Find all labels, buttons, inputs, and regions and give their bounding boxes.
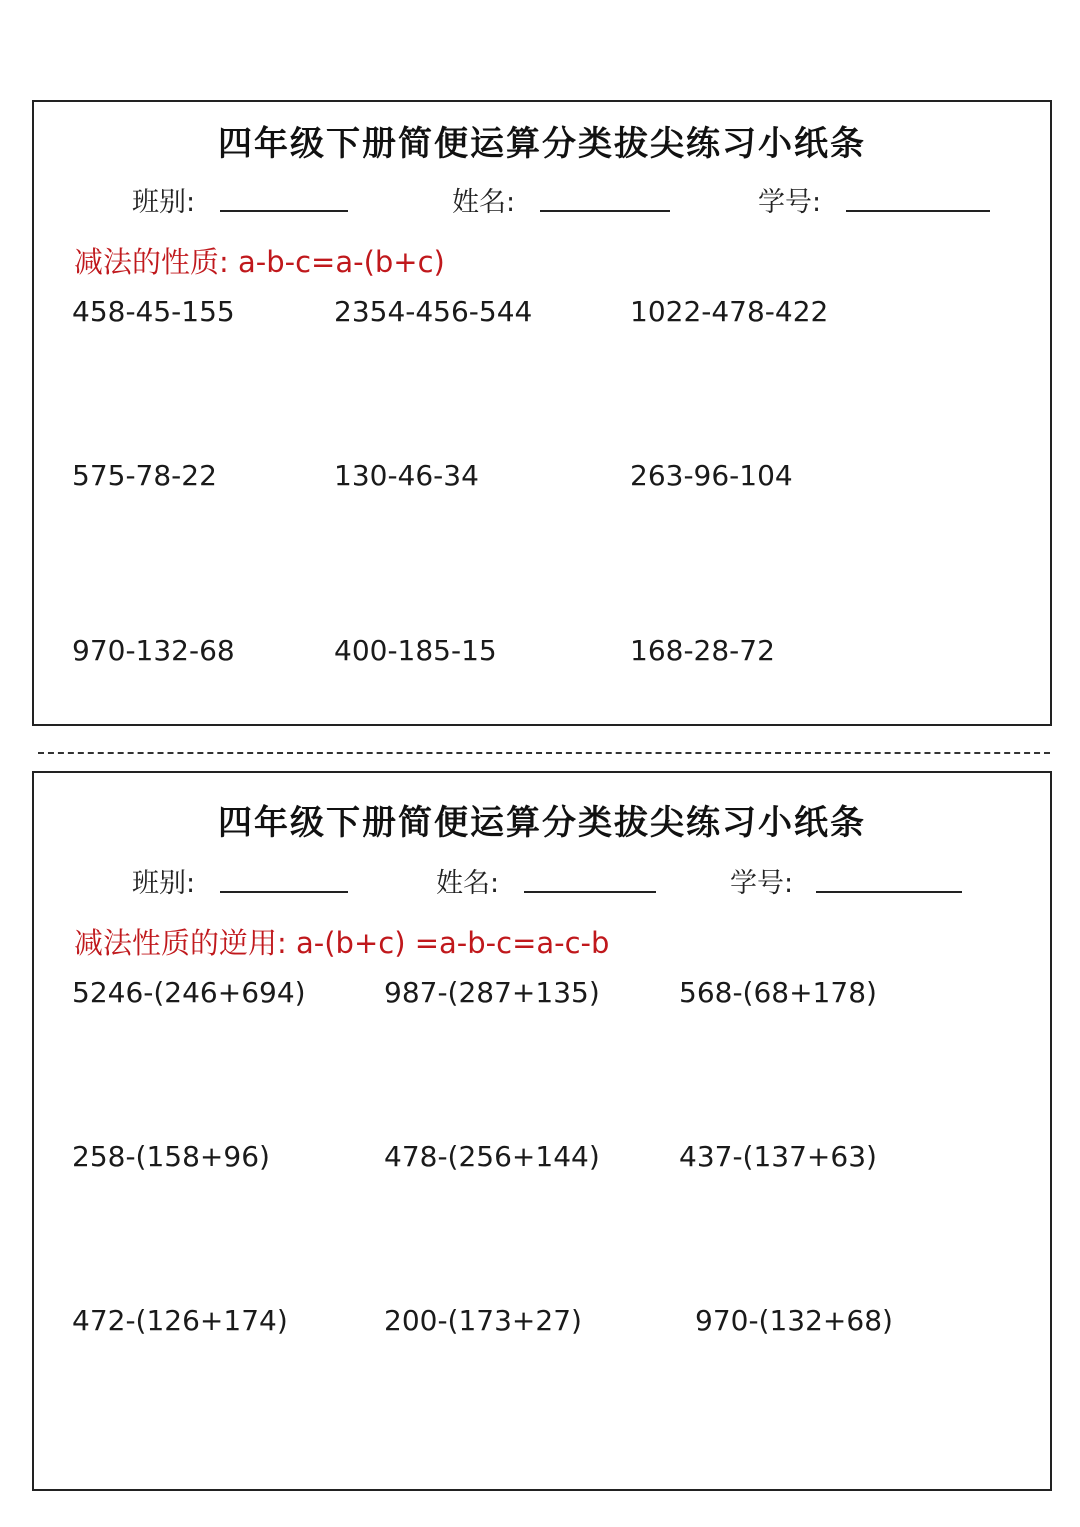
student-id-field[interactable] <box>816 891 962 893</box>
problem-item: 5246-(246+694) <box>72 976 306 1009</box>
problem-item: 970-132-68 <box>72 634 235 667</box>
name-field[interactable] <box>540 210 670 212</box>
problem-item: 478-(256+144) <box>384 1140 600 1173</box>
problem-item: 168-28-72 <box>630 634 775 667</box>
class-field[interactable] <box>220 210 348 212</box>
student-id-label: 学号: <box>758 187 822 218</box>
problem-item: 437-(137+63) <box>679 1140 877 1173</box>
class-field[interactable] <box>220 891 348 893</box>
problem-item: 458-45-155 <box>72 295 235 328</box>
name-label: 姓名: <box>436 868 500 899</box>
rule-heading: 减法的性质: a-b-c=a-(b+c) <box>74 245 445 279</box>
class-label: 班别: <box>132 187 196 218</box>
worksheet-title: 四年级下册简便运算分类拔尖练习小纸条 <box>218 803 866 843</box>
problem-item: 987-(287+135) <box>384 976 600 1009</box>
worksheet-title: 四年级下册简便运算分类拔尖练习小纸条 <box>218 124 866 164</box>
name-field[interactable] <box>524 891 656 893</box>
problem-item: 130-46-34 <box>334 459 479 492</box>
problem-item: 263-96-104 <box>630 459 793 492</box>
problem-item: 472-(126+174) <box>72 1304 288 1337</box>
worksheet-card-1 <box>32 100 1052 726</box>
worksheet-card-2 <box>32 771 1052 1491</box>
problem-item: 258-(158+96) <box>72 1140 270 1173</box>
rule-heading: 减法性质的逆用: a-(b+c) =a-b-c=a-c-b <box>74 926 610 960</box>
problem-item: 2354-456-544 <box>334 295 533 328</box>
name-label: 姓名: <box>452 187 516 218</box>
problem-item: 400-185-15 <box>334 634 497 667</box>
problem-item: 970-(132+68) <box>695 1304 893 1337</box>
student-id-label: 学号: <box>730 868 794 899</box>
class-label: 班别: <box>132 868 196 899</box>
problem-item: 575-78-22 <box>72 459 217 492</box>
problem-item: 568-(68+178) <box>679 976 877 1009</box>
student-id-field[interactable] <box>846 210 990 212</box>
problem-item: 1022-478-422 <box>630 295 829 328</box>
cut-line-divider <box>38 752 1050 754</box>
problem-item: 200-(173+27) <box>384 1304 582 1337</box>
